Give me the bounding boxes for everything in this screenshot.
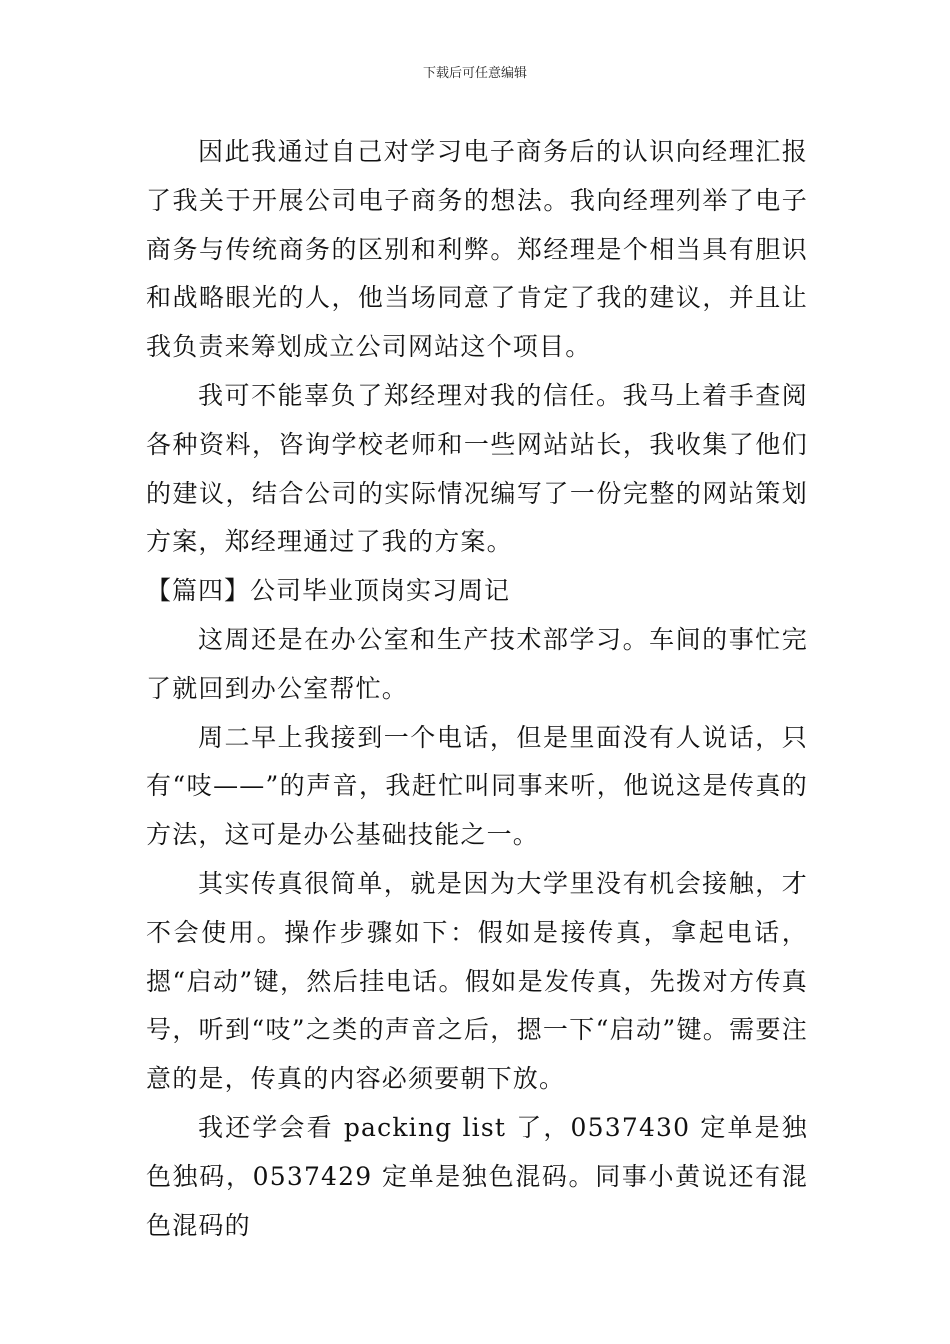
section-paragraph-1: 这周还是在办公室和生产技术部学习。车间的事忙完了就回到办公室帮忙。 — [146, 624, 808, 703]
section-heading: 【篇四】公司毕业顶岗实习周记 — [146, 576, 511, 606]
section-paragraph-3: 其实传真很简单，就是因为大学里没有机会接触，才不会使用。操作步骤如下：假如是接传真，拿起电话，摁“启动”键，然后挂电话。假如是发传真，先拨对方传真号，听到“吱”之类的声音之后，摁一下“启动”键。需要注意的是，传真的内容必须要朝下放。 — [146, 868, 808, 1094]
section-paragraph-2: 周二早上我接到一个电话，但是里面没有人说话，只有“吱——”的声音，我赶忙叫同事来听，他说这是传真的方法，这可是办公基础技能之一。 — [146, 722, 808, 850]
paragraph-1: 因此我通过自己对学习电子商务后的认识向经理汇报了我关于开展公司电子商务的想法。我向经理列举了电子商务与传统商务的区别和利弊。郑经理是个相当具有胆识和战略眼光的人，他当场同意了肯定了我的建议，并且让我负责来筹划成立公司网站这个项目。 — [146, 137, 808, 362]
section-paragraph-4: 我还学会看 packing list 了，0537430 定单是独色独码，0537429 定单是独色混码。同事小黄说还有混色混码的 — [146, 1112, 808, 1240]
header-note: 下载后可任意编辑 — [422, 66, 527, 81]
document-body — [146, 128, 808, 1250]
paragraph-2: 我可不能辜负了郑经理对我的信任。我马上着手查阅各种资料，咨询学校老师和一些网站站长，我收集了他们的建议，结合公司的实际情况编写了一份完整的网站策划方案，郑经理通过了我的方案。 — [146, 380, 808, 557]
